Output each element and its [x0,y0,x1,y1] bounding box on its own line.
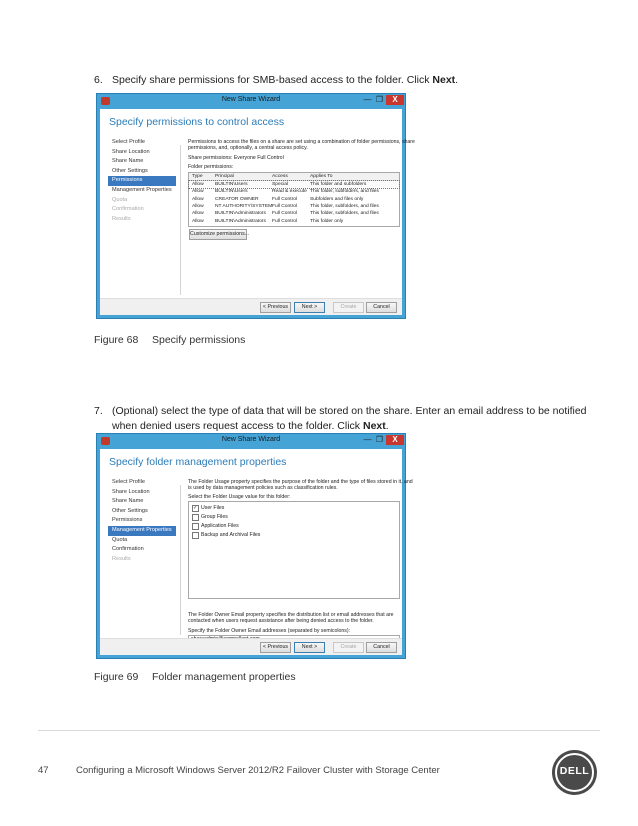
checkbox-icon[interactable] [192,523,199,530]
cell-principal: BUILTIN\Users [215,182,248,187]
nav-item-share-location[interactable]: Share Location [112,148,150,155]
nav-item-share-name[interactable]: Share Name [112,498,144,505]
nav-item-permissions[interactable]: Permissions [108,176,176,186]
page-heading: Specify folder management properties [109,456,287,468]
step-number: 6. [94,74,103,86]
wizard-nav [108,138,176,224]
new-share-wizard-window-management [96,433,413,659]
description-line-1: The Folder Usage property specifies the purpose of the folder and the type of files stored in it, and [188,479,413,485]
table-row[interactable] [189,218,399,225]
step-text: Specify share permissions for SMB-based access to the folder. Click Next. [112,74,459,86]
step-number: 7. [94,405,103,417]
wizard-client-area [100,109,415,315]
figure-title: Specify permissions [152,334,246,346]
cell-type: Allow [192,211,204,217]
cell-applies-to: Subfolders and files only [310,196,364,202]
nav-item-other-settings[interactable]: Other Settings [112,167,148,174]
description-line-2: is used by data management policies such as classification rules. [188,485,338,492]
nav-item-management-properties[interactable]: Management Properties [112,186,172,193]
wizard-button-bar [100,298,402,315]
window-title: New Share Wizard [221,96,281,103]
footer-divider [38,730,600,731]
figure-title: Folder management properties [152,671,296,683]
cell-principal: NT AUTHORITY\SYSTEM [215,203,273,209]
folder-permissions-label: Folder permissions: [188,164,234,170]
cell-principal: BUILTIN\Administrators [215,218,266,224]
title-bar[interactable] [97,434,405,449]
cell-applies-to: This folder, subfolders, and files [310,203,379,209]
step-6 [94,73,594,87]
option-label: User Files [201,505,225,511]
cell-access: Full Control [272,218,298,224]
option-label: Group Files [201,514,228,520]
next-button[interactable]: Next > [294,302,325,313]
column-header-access[interactable]: Access [272,174,288,179]
share-permissions-text: Share permissions: Everyone Full Control [188,155,284,161]
cell-type: Allow [192,189,204,195]
folder-permissions-table [188,172,400,227]
cell-access: Special [272,182,289,187]
cell-principal: BUILTIN\Administrators [215,211,266,217]
cell-type: Allow [192,203,204,209]
description-line-1: Permissions to access the files on a share are set using a combination of folder permissions, share [188,139,415,145]
table-row[interactable] [189,203,399,210]
folder-usage-list [188,501,400,599]
cell-type: Allow [192,182,204,187]
table-row[interactable] [189,196,399,203]
figure-69-caption [94,671,394,685]
cell-principal: CREATOR OWNER [215,196,259,202]
step-text-line-1: (Optional) select the type of data that will be stored on the share. Enter an email address to be notified [112,405,587,417]
column-header-type[interactable]: Type [192,174,203,179]
nav-item-quota[interactable]: Quota [112,536,128,543]
page-heading: Specify permissions to control access [109,116,285,128]
window-title: New Share Wizard [221,436,281,443]
nav-item-quota: Quota [112,196,128,203]
table-row[interactable] [189,188,399,195]
dell-logo [552,750,597,795]
figure-68-caption [94,334,394,348]
new-share-wizard-window-permissions [96,93,415,319]
step-text-line-2: when denied users request access to the folder. Click Next. [112,420,389,432]
cell-access: Full Control [272,211,298,217]
figure-number: Figure 68 [94,334,139,346]
nav-item-select-profile[interactable]: Select Profile [112,479,145,485]
nav-divider [180,145,181,295]
nav-item-other-settings[interactable]: Other Settings [112,507,148,514]
owner-description-line-2: contacted when users request assistance after being denied access to the folder. [188,618,374,625]
table-row[interactable] [189,181,399,188]
previous-button[interactable]: < Previous [260,642,291,653]
cell-type: Allow [192,218,204,224]
checkbox-checked-icon[interactable]: ✓ [193,505,198,511]
cell-type: Allow [192,196,204,202]
wizard-nav [108,478,176,564]
step-7 [94,404,614,434]
title-bar[interactable] [97,94,405,109]
nav-item-results: Results [112,555,131,562]
wizard-button-bar [100,638,402,655]
minimize-icon[interactable]: — [363,435,372,444]
maximize-icon[interactable]: ❐ [375,95,384,104]
cell-applies-to: This folder only [310,218,344,224]
column-header-principal[interactable]: Principal [215,174,234,179]
wizard-client-area [100,449,413,655]
nav-item-confirmation[interactable]: Confirmation [112,546,144,553]
owner-description-line-1: The Folder Owner Email property specifies the distribution list or email addresses that are [188,612,394,618]
option-label: Application Files [201,523,239,529]
nav-item-management-properties[interactable]: Management Properties [108,526,176,536]
cancel-button[interactable]: Cancel [366,642,397,653]
close-icon[interactable]: X [386,435,404,445]
option-label: Backup and Archival Files [201,532,261,538]
nav-item-share-location[interactable]: Share Location [112,488,150,495]
nav-item-confirmation: Confirmation [112,206,144,213]
column-header-applies-to[interactable]: Applies To [310,174,333,179]
cell-applies-to: This folder and subfolders [310,182,367,187]
nav-item-share-name[interactable]: Share Name [112,158,144,165]
cell-applies-to: This folder, subfolders, and files [310,211,379,217]
table-row[interactable] [189,210,399,217]
maximize-icon[interactable]: ❐ [375,435,384,444]
nav-item-permissions[interactable]: Permissions [112,517,143,524]
figure-number: Figure 69 [94,671,139,683]
minimize-icon[interactable]: — [363,95,372,104]
logo-wordmark: DELL [559,765,590,777]
footer-title: Configuring a Microsoft Windows Server 2012/R2 Failover Cluster with Storage Center [76,765,440,776]
description-line-2: permissions, and, optionally, a central access policy. [188,145,308,152]
owner-email-label: Specify the Folder Owner Email addresses (separated by semicolons): [188,628,351,634]
customize-permissions-button[interactable]: Customize permissions... [189,229,247,240]
create-button: Create [333,642,364,653]
cell-principal: BUILTIN\Users [215,189,248,195]
checkbox-icon[interactable] [192,514,199,521]
cell-access: Full Control [272,196,298,202]
cell-access: Full Control [272,203,298,209]
folder-usage-label: Select the Folder Usage value for this folder: [188,494,291,500]
nav-item-results: Results [112,215,131,222]
cancel-button[interactable]: Cancel [366,302,397,313]
checkbox-icon[interactable] [192,532,199,539]
cell-access: Read & execute [272,189,307,195]
next-button[interactable]: Next > [294,642,325,653]
create-button: Create [333,302,364,313]
nav-item-select-profile[interactable]: Select Profile [112,139,145,145]
cell-applies-to: This folder, subfolders, and files [310,189,379,195]
page-number: 47 [38,765,49,776]
nav-divider [180,485,181,635]
close-icon[interactable]: X [386,95,404,105]
previous-button[interactable]: < Previous [260,302,291,313]
